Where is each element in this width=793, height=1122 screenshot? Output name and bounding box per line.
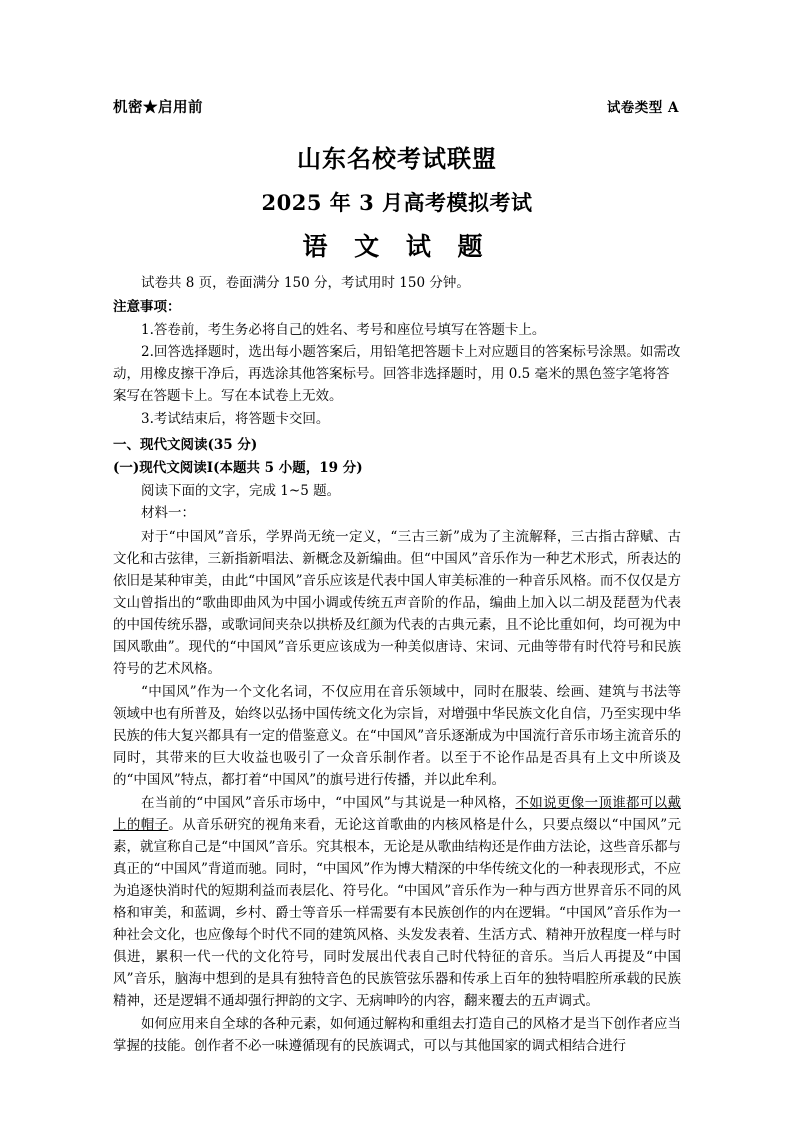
confidential-label: 机密★启用前: [113, 99, 203, 116]
paper-type-label: 试卷类型 A: [606, 100, 679, 116]
body-paragraph: 如何应用来自全球的各种元素，如何通过解构和重组去打造自己的风格才是当下创作者应当掌握的技能。创作者不必一味遵循现有的民族调式，可以与其他国家的调式相结合进行: [113, 1016, 681, 1055]
notice-item: 3.考试结束后，将答题卡交回。: [141, 410, 330, 427]
section-subheading: (一)现代文阅读I(本题共 5 小题，19 分): [113, 459, 363, 476]
notice-title: 注意事项：: [113, 298, 181, 315]
organization-title: 山东名校考试联盟: [297, 144, 497, 173]
exam-title: 2025 年 3 月高考模拟考试: [261, 190, 533, 215]
subject-title: 语 文 试 题: [302, 232, 492, 261]
body-paragraph: “中国风”作为一个文化名词，不仅应用在音乐领域中，同时在服装、绘画、建筑与书法等领域中也有所普及，始终以弘扬中国传统文化为宗旨，对增强中华民族文化自信，乃至实现中华民族的伟大复兴都具有一定的借鉴意义。在“中国风”音乐逐渐成为中国流行音乐市场主流音乐的同时，其带来的巨大收益也吸引了一众音乐制作者。以至于不论作品是否具有上文中所谈及的“中国风”特点，都打着“中国风”的旗号进行传播，并以此牟利。: [113, 684, 681, 789]
section-heading: 一、现代文阅读(35 分): [113, 436, 258, 453]
notice-item: 2.回答选择题时，选出每小题答案后，用铅笔把答题卡上对应题目的答案标号涂黑。如需改动，用橡皮擦干净后，再选涂其他答案标号。回答非选择题时，用 0.5 毫米的黑色签字笔将答案写在答题卡上。写在本试卷上无效。: [113, 344, 681, 405]
exam-info-line: 试卷共 8 页，卷面满分 150 分，考试用时 150 分钟。: [141, 275, 470, 291]
document-header: [113, 96, 681, 117]
body-paragraph: 对于“中国风”音乐，学界尚无统一定义，“三古三新”成为了主流解释，三古指古辞赋、古文化和古弦律，三新指新唱法、新概念及新编曲。但“中国风”音乐作为一种艺术形式，所表达的依旧是某种审美，由此“中国风”音乐应该是代表中国人审美标准的一种音乐风格。而不仅仅是方文山曾指出的“歌曲即曲风为中国小调或传统五声音阶的作品，编曲上加入以二胡及琵琶为代表的中国传统乐器，或歌词间夹杂以拱桥及红颜为代表的古典元素，且不论比重如何，均可视为中国风歌曲”。现代的“中国风”音乐更应该成为一种美似唐诗、宋词、元曲等带有时代符号和民族符号的艺术风格。: [113, 529, 681, 678]
body-paragraph: 在当前的“中国风”音乐市场中，“中国风”与其说是一种风格，不如说更像一顶谁都可以戴上的帽子。从音乐研究的视角来看，无论这首歌曲的内核风格是什么，只要点缀以“中国风”元素，就宣称自己是“中国风”音乐。究其根本，无论是从歌曲结构还是作曲方法论，这些音乐都与真正的“中国风”背道而驰。同时，“中国风”作为博大精深的中华传统文化的一种表现形式，不应为追逐快消时代的短期利益而表层化、符号化。“中国风”音乐作为一种与西方世界音乐不同的风格和审美，和蓝调，乡村、爵士等音乐一样需要有本民族创作的内在逻辑。“中国风”音乐作为一种社会文化，也应像每个时代不同的建筑风格、头发发表着、生活方式、精神开放程度一样与时俱进，累积一代一代的文化符号，同时发展出代表自己时代特征的音乐。当后人再提及“中国风”音乐，脑海中想到的是具有独特音色的民族管弦乐器和传承上百年的独特唱腔所承载的民族精神，还是逻辑不通却强行押韵的文字、无病呻吟的内容，翻来覆去的五声调式。: [113, 795, 681, 1010]
notice-item: 1.答卷前，考生务必将自己的姓名、考号和座位号填写在答题卡上。: [141, 321, 546, 338]
material-label: 材料一：: [141, 505, 195, 522]
page-content: [113, 96, 681, 1057]
reading-instruction: 阅读下面的文字，完成 1~5 题。: [141, 482, 341, 499]
